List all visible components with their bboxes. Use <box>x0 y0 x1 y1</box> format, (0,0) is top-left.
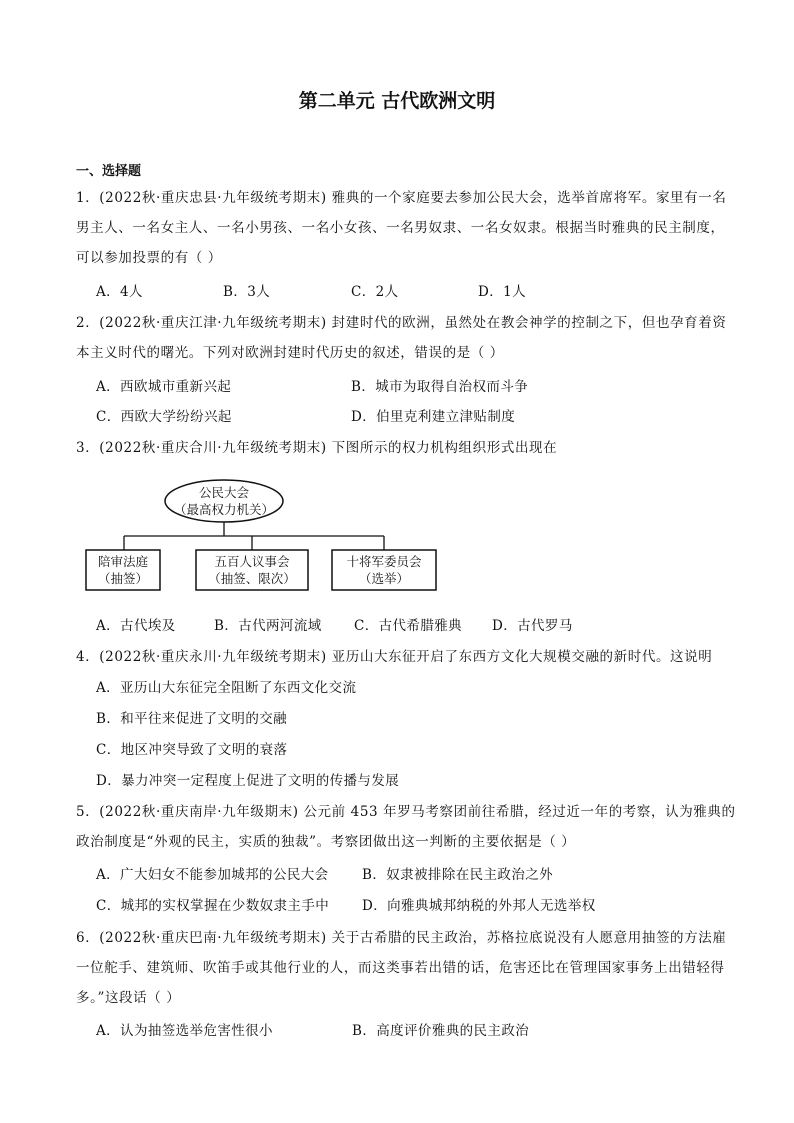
question-6-line-2: 一位舵手、建筑师、吹笛手或其他行业的人，而这类事若出错的话，危害还比在管理国家事务上出错轻得 <box>76 960 725 976</box>
question-2-option-b: B．城市为取得自治权而斗争 <box>351 379 529 395</box>
question-6-line-3: 多。”这段话（ ） <box>76 990 181 1006</box>
question-1-line-2: 男主人、一名女主人、一名小男孩、一名小女孩、一名男奴隶、一名女奴隶。根据当时雅典的民主制度， <box>76 220 725 236</box>
question-6-option-a: A．认为抽签选举危害性很小 <box>96 1023 273 1039</box>
page-title: 第二单元 古代欧洲文明 <box>298 90 496 112</box>
diagram-right-label-2: （选举） <box>358 571 410 586</box>
question-1-option-a: A．4人 <box>96 284 143 300</box>
question-4-option-b: B．和平往来促进了文明的交融 <box>96 711 288 727</box>
question-2-option-a: A．西欧城市重新兴起 <box>96 379 232 395</box>
diagram-top-label-1: 公民大会 <box>198 485 250 500</box>
question-3-option-a: A．古代埃及 <box>96 618 176 634</box>
diagram-left-label-2: （抽签） <box>97 571 149 586</box>
question-4-line-1: 4．(2022秋·重庆永川·九年级统考期末) 亚历山大东征开启了东西方文化大规模交融的新时代。这说明 <box>76 649 713 665</box>
question-5-line-1: 5．(2022秋·重庆南岸·九年级期末) 公元前 453 年罗马考察团前往希腊，经过近一年的考察，认为雅典的 <box>76 804 736 820</box>
diagram-right-label-1: 十将军委员会 <box>346 554 422 569</box>
question-2-line-2: 本主义时代的曙光。下列对欧洲封建时代历史的叙述，错误的是（ ） <box>76 345 504 361</box>
question-4-option-a: A．亚历山大东征完全阻断了东西文化交流 <box>96 680 357 696</box>
question-3-option-b: B．古代两河流域 <box>214 618 322 634</box>
diagram-top-label-2: （最高权力机关） <box>173 502 275 517</box>
question-1-option-b: B．3人 <box>223 284 271 300</box>
question-5-option-a: A．广大妇女不能参加城邦的公民大会 <box>96 867 329 883</box>
question-6-line-1: 6．(2022秋·重庆巴南·九年级统考期末) 关于古希腊的民主政治，苏格拉底说没有人愿意用抽签的方法雇 <box>76 930 727 946</box>
question-2-option-d: D．伯里克利建立津贴制度 <box>351 409 516 425</box>
question-3-line-1: 3．(2022秋·重庆合川·九年级统考期末) 下图所示的权力机构组织形式出现在 <box>76 440 558 456</box>
diagram-left-label-1: 陪审法庭 <box>97 554 149 569</box>
question-1-option-c: C．2人 <box>351 284 399 300</box>
question-4-option-c: C．地区冲突导致了文明的衰落 <box>96 742 288 758</box>
question-5-option-c: C．城邦的实权掌握在少数奴隶主手中 <box>96 898 330 914</box>
question-6-option-b: B．高度评价雅典的民主政治 <box>352 1023 530 1039</box>
question-5-line-2: 政治制度是“外观的民主，实质的独裁”。考察团做出这一判断的主要依据是（ ） <box>76 834 576 850</box>
section-heading: 一、选择题 <box>76 164 142 179</box>
question-2-line-1: 2．(2022秋·重庆江津·九年级统考期末) 封建时代的欧洲，虽然处在教会神学的控制之下，但也孕育着资 <box>76 315 727 331</box>
question-3-option-c: C．古代希腊雅典 <box>354 618 463 634</box>
diagram-mid-label-2: （抽签、限次） <box>208 571 296 586</box>
question-2-option-c: C．西欧大学纷纷兴起 <box>96 409 232 425</box>
question-5-option-b: B．奴隶被排除在民主政治之外 <box>362 867 554 883</box>
question-1-line-1: 1．(2022秋·重庆忠县·九年级统考期末) 雅典的一个家庭要去参加公民大会，选举首席将军。家里有一名 <box>76 190 727 206</box>
diagram-mid-label-1: 五百人议事会 <box>214 554 290 569</box>
question-1-line-3: 可以参加投票的有（ ） <box>76 250 222 266</box>
question-5-option-d: D．向雅典城邦纳税的外邦人无选举权 <box>362 898 596 914</box>
question-1-option-d: D．1人 <box>478 284 527 300</box>
power-structure-diagram <box>84 478 444 596</box>
question-3-option-d: D．古代罗马 <box>492 618 573 634</box>
question-4-option-d: D．暴力冲突一定程度上促进了文明的传播与发展 <box>96 773 400 789</box>
